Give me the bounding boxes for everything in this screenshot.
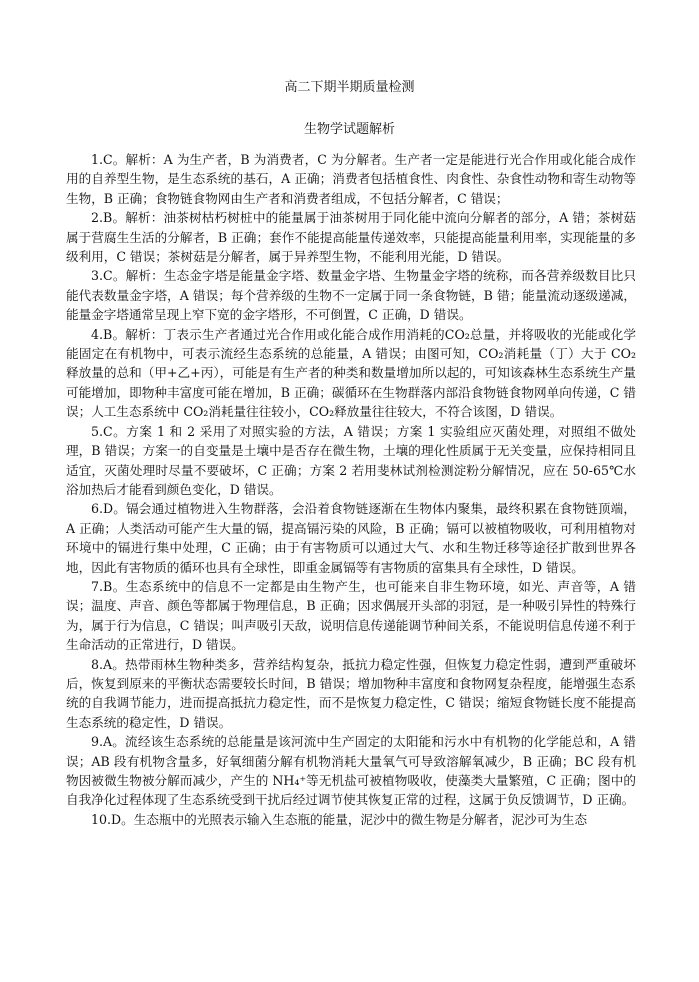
answer-paragraph: 1.C。解析：A 为生产者，B 为消费者，C 为分解者。生产者一定是能进行光合作用或化能合成作用的自养型生物，是生态系统的基石，A 正确；消费者包括植食性、肉食性、杂食性动物和寄生动物等生物，B 正确；食物链食物网由生产者和消费者组成，不包括分解者，C 错误； <box>66 152 636 206</box>
document-body <box>66 150 636 829</box>
answer-paragraph: 7.B。生态系统中的信息不一定都是由生物产生，也可能来自非生物环境，如光、声音等，A 错误；温度、声音、颜色等都属于物理信息，B 正确；因求偶展开头部的羽冠，是一种吸引异性的特殊行为，属于行为信息，C 错误；叫声吸引天敌，说明信息传递能调节种间关系，不能说明信息传递不利于生命活动的正常进行，D 错误。 <box>66 578 636 653</box>
document-title: 高二下期半期质量检测 <box>284 80 415 95</box>
answer-paragraph: 2.B。解析：油茶树枯朽树桩中的能量属于油茶树用于同化能中流向分解者的部分，A 错；茶树菇属于营腐生生活的分解者，B 正确；套作不能提高能量传递效率，只能提高能量利用率，实现能量的多级利用，C 错误；茶树菇是分解者，属于异养型生物，不能利用光能，D 错误。 <box>66 210 636 265</box>
answer-paragraph: 9.A。流经该生态系统的总能量是该河流中生产固定的太阳能和污水中有机物的化学能总和，A 错误；AB 段有机物含量多，好氧细菌分解有机物消耗大量氧气可导致溶解氧减少，B 正确；BC 段有机物因被微生物被分解而减少，产生的 NH₄⁺等无机盐可被植物吸收，使藻类大量繁殖，C 正确；图中的自我净化过程体现了生态系统受到干扰后经过调节使其恢复正常的过程，这属于负反馈调节，D 正确。 <box>66 734 636 808</box>
answer-paragraph: 3.C。解析：生态金字塔是能量金字塔、数量金字塔、生物量金字塔的统称，而各营养级数目比只能代表数量金字塔，A 错误；每个营养级的生物不一定属于同一条食物链，B 错；能量流动逐级递减，能量金字塔通常呈现上窄下宽的金字塔形，不可倒置，C 正确，D 错误。 <box>66 268 636 323</box>
answer-paragraph: 8.A。热带雨林生物种类多，营养结构复杂，抵抗力稳定性强，但恢复力稳定性弱，遭到严重破坏后，恢复到原来的平衡状态需要较长时间，B 错误；增加物种丰富度和食物网复杂程度，能增强生态系统的自我调节能力，进而提高抵抗力稳定性，而不是恢复力稳定性，C 错误；缩短食物链长度不能提高生态系统的稳定性，D 错误。 <box>66 656 636 730</box>
document-subtitle: 生物学试题解析 <box>303 122 395 137</box>
answer-paragraph: 4.B。解析：丁表示生产者通过光合作用或化能合成作用消耗的CO₂总量，并将吸收的光能或化学能固定在有机物中，可表示流经生态系统的总能量，A 错误；由图可知，CO₂消耗量（丁）大于 CO₂释放量的总和（甲+乙+丙），可能是有生产者的种类和数量增加所以起的，可知该森林生态系统生产量可能增加，即物种丰富度可能在增加，B 正确；碳循环在生物群落内部沿食物链食物网单向传递，C 错误；人工生态系统中 CO₂消耗量往往较小，CO₂释放量往往较大，不符合该图，D 错误。 <box>66 326 636 420</box>
answer-paragraph: 5.C。方案 1 和 2 采用了对照实验的方法，A 错误；方案 1 实验组应灭菌处理，对照组不做处理，B 错误；方案一的自变量是土壤中是否存在微生物，土壤的理化性质属于无关变量，应保持相同且适宜，灭菌处理时尽量不要破坏，C 正确；方案 2 若用斐林试剂检测淀粉分解情况，应在 50-65℃水浴加热后才能看到颜色变化，D 错误。 <box>66 423 636 497</box>
answer-paragraph: 10.D。生态瓶中的光照表示输入生态瓶的能量，泥沙中的微生物是分解者，泥沙可为生态 <box>91 811 588 827</box>
answer-paragraph: 6.D。镉会通过植物进入生物群落，会沿着食物链逐渐在生物体内聚集，最终积累在食物链顶端，A 正确；人类活动可能产生大量的镉，提高镉污染的风险，B 正确；镉可以被植物吸收，可利用植物对环境中的镉进行集中处理，C 正确；由于有害物质可以通过大气、水和生物迁移等途径扩散到世界各地，因此有害物质的循环也具有全球性，即重金属镉等有害物质的富集具有全球性，D 错误。 <box>66 501 636 575</box>
